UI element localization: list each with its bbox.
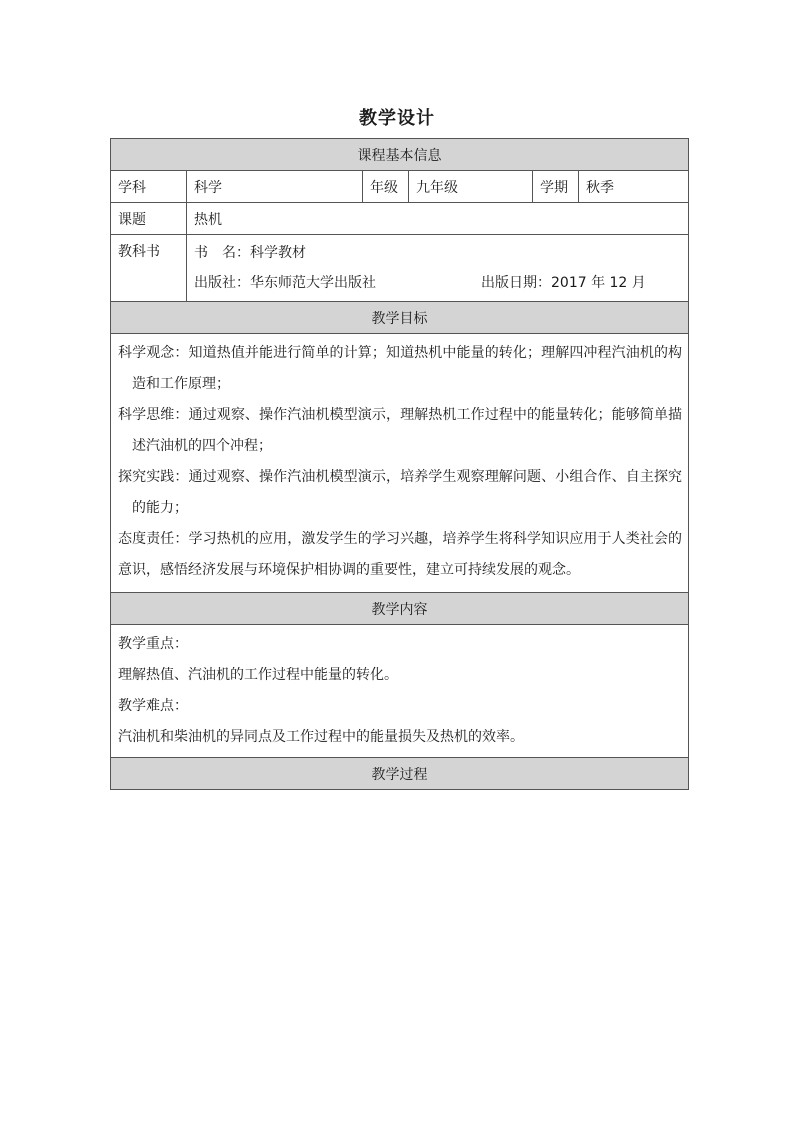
term-label: 学期 (533, 171, 579, 203)
section-header-objectives (111, 302, 689, 334)
objectives-cell (111, 334, 689, 593)
section-header-basic-info (111, 139, 689, 171)
content-cell (111, 625, 689, 758)
section-title: 教学内容 (111, 593, 689, 625)
publication-line (194, 268, 688, 298)
content-row (111, 625, 689, 758)
publisher: 出版社：华东师范大学出版社 (194, 275, 376, 291)
difficulty-text: 汽油机和柴油机的异同点及工作过程中的能量损失及热机的效率。 (118, 729, 524, 745)
section-header-content (111, 593, 689, 625)
textbook-row (111, 235, 689, 302)
objective-item: 探究实践：通过观察、操作汽油机模型演示，培养学生观察理解问题、小组合作、自主探究的能力； (118, 469, 683, 516)
textbook-details (187, 235, 689, 302)
textbook-label: 教科书 (111, 235, 187, 302)
grade-label: 年级 (363, 171, 409, 203)
page-title: 教学设计 (359, 108, 435, 129)
grade-value: 九年级 (409, 171, 533, 203)
lesson-plan-table (110, 138, 689, 790)
section-title: 教学目标 (111, 302, 689, 334)
publish-date: 出版日期：2017 年 12 月 (481, 275, 646, 291)
term-value: 秋季 (579, 171, 689, 203)
subject-value: 科学 (187, 171, 363, 203)
difficulty-label: 教学难点： (118, 698, 188, 714)
objective-item: 科学观念：知道热值并能进行简单的计算；知道热机中能量的转化；理解四冲程汽油机的构造和工作原理； (118, 345, 683, 392)
topic-label: 课题 (111, 203, 187, 235)
section-title: 课程基本信息 (111, 139, 689, 171)
book-name: 书 名：科学教材 (194, 245, 306, 261)
topic-value: 热机 (187, 203, 689, 235)
subject-row (111, 171, 689, 203)
section-title: 教学过程 (111, 758, 689, 790)
topic-row (111, 203, 689, 235)
objective-item: 态度责任：学习热机的应用，激发学生的学习兴趣，培养学生将科学知识应用于人类社会的意识，感悟经济发展与环境保护相协调的重要性，建立可持续发展的观念。 (118, 531, 683, 578)
key-point-text: 理解热值、汽油机的工作过程中能量的转化。 (118, 667, 398, 683)
objective-item: 科学思维：通过观察、操作汽油机模型演示，理解热机工作过程中的能量转化；能够简单描述汽油机的四个冲程； (118, 407, 683, 454)
subject-label: 学科 (111, 171, 187, 203)
section-header-process (111, 758, 689, 790)
key-point-label: 教学重点： (118, 636, 188, 652)
objectives-row (111, 334, 689, 593)
